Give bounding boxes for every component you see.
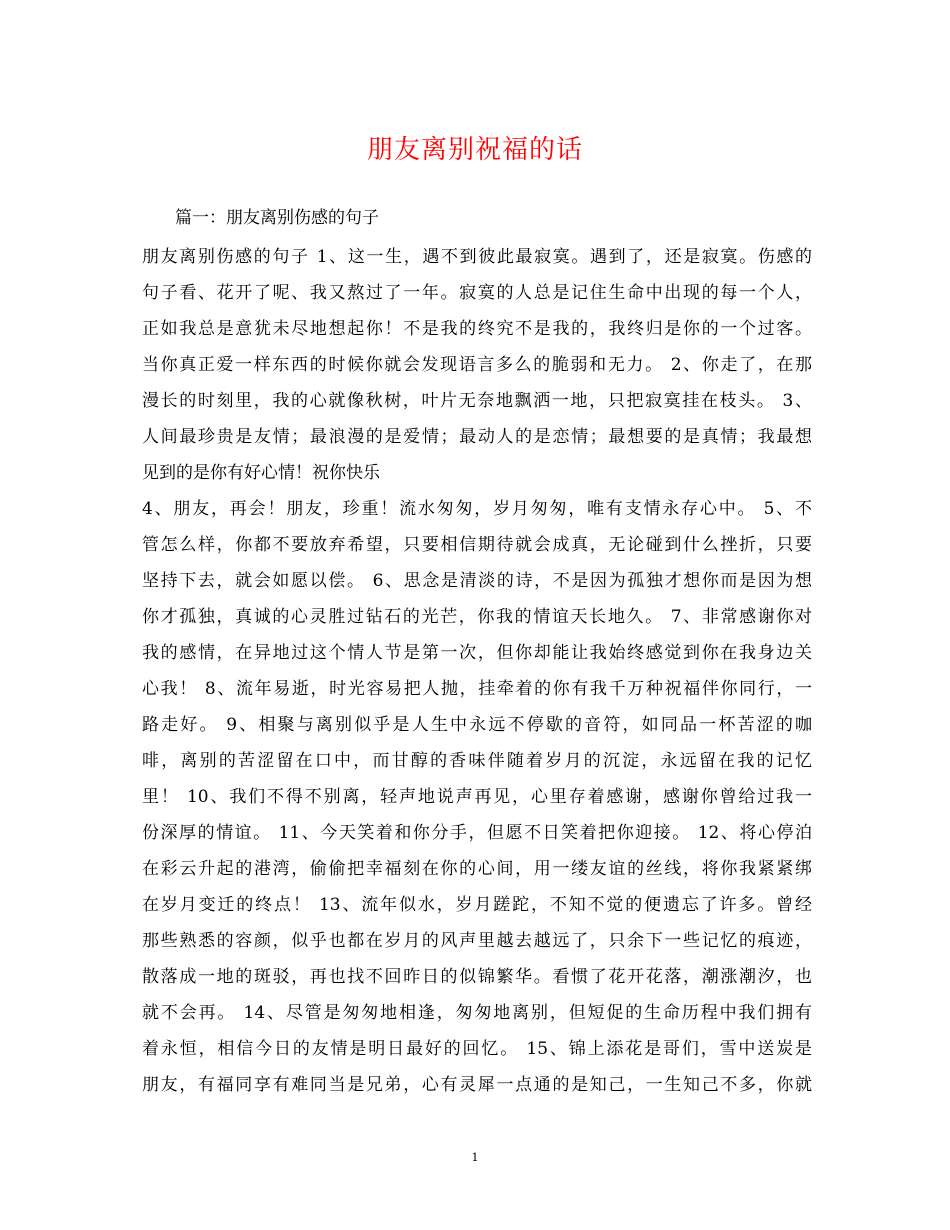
text-line: 就不会再。 14、尽管是匆匆地相逢，匆匆地离别，但短促的生命历程中我们拥有 [142, 1003, 812, 1023]
text-line: 心我！ 8、流年易逝，时光容易把人抛，挂牵着的你有我千万种祝福伴你同行，一 [142, 679, 812, 699]
text-line: 份深厚的情谊。 11、今天笑着和你分手，但愿不日笑着把你迎接。 12、将心停泊 [142, 823, 812, 843]
page-number: 1 [471, 1151, 479, 1164]
text-line: 里！ 10、我们不得不别离，轻声地说声再见，心里存着感谢，感谢你曾给过我一 [142, 787, 812, 807]
text-line: 那些熟悉的容颜，似乎也都在岁月的风声里越去越远了，只余下一些记忆的痕迹， [142, 931, 812, 951]
document-title: 朋友离别祝福的话 [366, 135, 583, 165]
text-line: 管怎么样，你都不要放弃希望，只要相信期待就会成真，无论碰到什么挫折，只要 [142, 535, 812, 555]
text-line: 人间最珍贵是友情；最浪漫的是爱情；最动人的是恋情；最想要的是真情；我最想 [142, 427, 812, 447]
text-line: 见到的是你有好心情！祝你快乐 [142, 463, 380, 483]
section-heading: 篇一：朋友离别伤感的句子 [175, 208, 379, 228]
text-line: 你才孤独，真诚的心灵胜过钻石的光芒，你我的情谊天长地久。 7、非常感谢你对 [142, 607, 812, 627]
text-line: 正如我总是意犹未尽地想起你！不是我的终究不是我的，我终归是你的一个过客。 [142, 319, 812, 339]
text-line: 当你真正爱一样东西的时候你就会发现语言多么的脆弱和无力。 2、你走了，在那 [142, 355, 812, 375]
text-line: 路走好。 9、相聚与离别似乎是人生中永远不停歇的音符，如同品一杯苦涩的咖 [142, 715, 812, 735]
text-line: 坚持下去，就会如愿以偿。 6、思念是清淡的诗，不是因为孤独才想你而是因为想 [142, 571, 812, 591]
text-line: 在彩云升起的港湾，偷偷把幸福刻在你的心间，用一缕友谊的丝线，将你我紧紧绑 [142, 859, 812, 879]
text-line: 朋友，有福同享有难同当是兄弟，心有灵犀一点通的是知己，一生知己不多，你就 [142, 1075, 812, 1095]
text-line: 在岁月变迁的终点！ 13、流年似水，岁月蹉跎，不知不觉的便遗忘了许多。曾经 [142, 895, 812, 915]
text-line: 啡，离别的苦涩留在口中，而甘醇的香味伴随着岁月的沉淀，永远留在我的记忆 [142, 751, 812, 771]
text-line: 着永恒，相信今日的友情是明日最好的回忆。 15、锦上添花是哥们，雪中送炭是 [142, 1039, 812, 1059]
text-line: 句子看、花开了呢、我又熬过了一年。寂寞的人总是记住生命中出现的每一个人， [142, 283, 812, 303]
text-line: 4、朋友，再会！朋友，珍重！流水匆匆，岁月匆匆，唯有支情永存心中。 5、不 [142, 499, 812, 519]
text-line: 我的感情，在异地过这个情人节是第一次，但你却能让我始终感觉到你在我身边关 [142, 643, 812, 663]
text-line: 漫长的时刻里，我的心就像秋树，叶片无奈地飘洒一地，只把寂寞挂在枝头。 3、 [142, 391, 812, 411]
text-line: 散落成一地的斑驳，再也找不回昨日的似锦繁华。看惯了花开花落，潮涨潮汐，也 [142, 967, 812, 987]
text-line: 朋友离别伤感的句子 1、这一生，遇不到彼此最寂寞。遇到了，还是寂寞。伤感的 [142, 247, 812, 267]
